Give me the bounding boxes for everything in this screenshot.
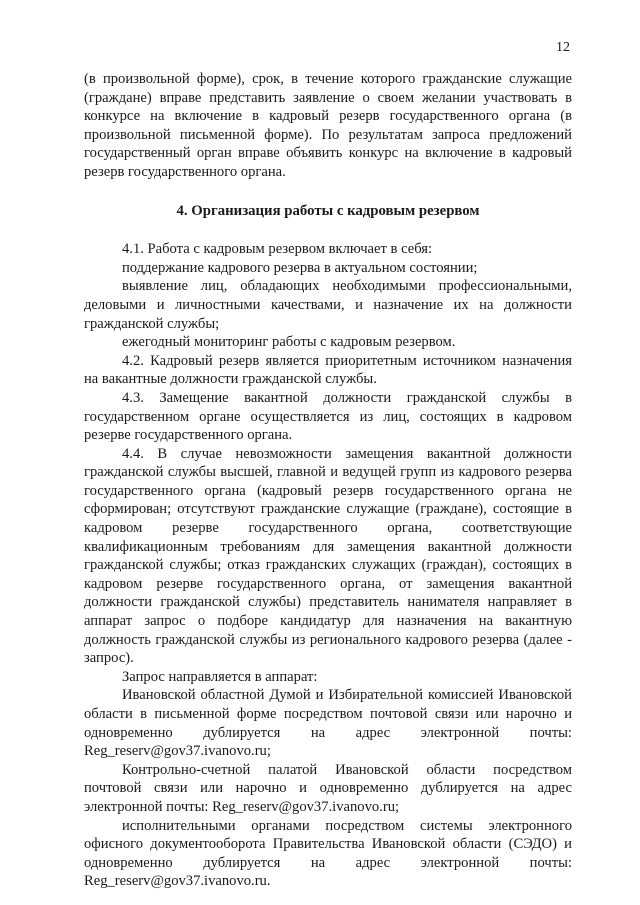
executive-bodies-paragraph: исполнительными органами посредством системы электронного офисного документооборота Правительства Ивановской области (СЭДО) и одновременно дублируется на адрес электронной почты: Reg_reserv@gov37.ivanovo.ru. (84, 817, 572, 890)
list-item-annual-monitoring: ежегодный мониторинг работы с кадровым резервом. (122, 334, 456, 351)
paragraph-4-1: 4.1. Работа с кадровым резервом включает в себя: (122, 241, 433, 258)
duma-paragraph: Ивановской областной Думой и Избирательной комиссией Ивановской области в письменной форме посредством почтовой связи или нарочно и одновременно дублируется на адрес электронной почты: Reg_reserv@gov37.ivanovo.ru; (84, 687, 572, 760)
list-item-identify-persons: выявление лиц, обладающих необходимыми профессиональными, деловыми и личностными качествами, и назначение их на должности гражданской службы; (84, 278, 572, 332)
intro-paragraph: (в произвольной форме), срок, в течение которого гражданские служащие (граждане) вправе представить заявление о своем желании участвовать в конкурсе на включение в кадровый резерв государственного органа (в произвольной письменной форме). По результатам запроса предложений государственный орган вправе объявить конкурс на включение в кадровый резерв государственного органа. (84, 71, 572, 180)
page-number: 12 (556, 40, 570, 55)
paragraph-4-4: 4.4. В случае невозможности замещения вакантной должности гражданской службы высшей, главной и ведущей групп из кадрового резерва государственного органа (кадровый резерв государственного органа не сформирован; отсутствуют гражданские служащие (граждане), состоящие в кадровом резерве государственного органа, соответствующие квалификационным требованиям для замещения вакантной должности гражданской службы; отказ гражданских служащих (граждан), состоящих в кадровом резерве государственного органа, от замещения вакантной должности гражданской службы) представитель нанимателя направляет в аппарат запрос о подборе кандидатур для назначения на вакантную должность гражданской службы из регионального кадрового резерва (далее - запрос). (84, 445, 572, 667)
audit-chamber-paragraph: Контрольно-счетной палатой Ивановской области посредством почтовой связи или нарочно и одновременно дублируется на адрес электронной почты: Reg_reserv@gov37.ivanovo.ru; (84, 761, 572, 815)
paragraph-4-3: 4.3. Замещение вакантной должности гражданской службы в государственном органе осуществляется из лиц, состоящих в кадровом резерве государственного органа. (84, 389, 572, 444)
section-heading: 4. Организация работы с кадровым резервом (176, 202, 480, 219)
request-sent-paragraph: Запрос направляется в аппарат: (122, 668, 318, 685)
document-body (84, 70, 572, 891)
list-item-maintain-reserve: поддержание кадрового резерва в актуальном состоянии; (122, 259, 478, 276)
paragraph-4-2: 4.2. Кадровый резерв является приоритетным источником назначения на вакантные должности гражданской службы. (84, 352, 572, 388)
